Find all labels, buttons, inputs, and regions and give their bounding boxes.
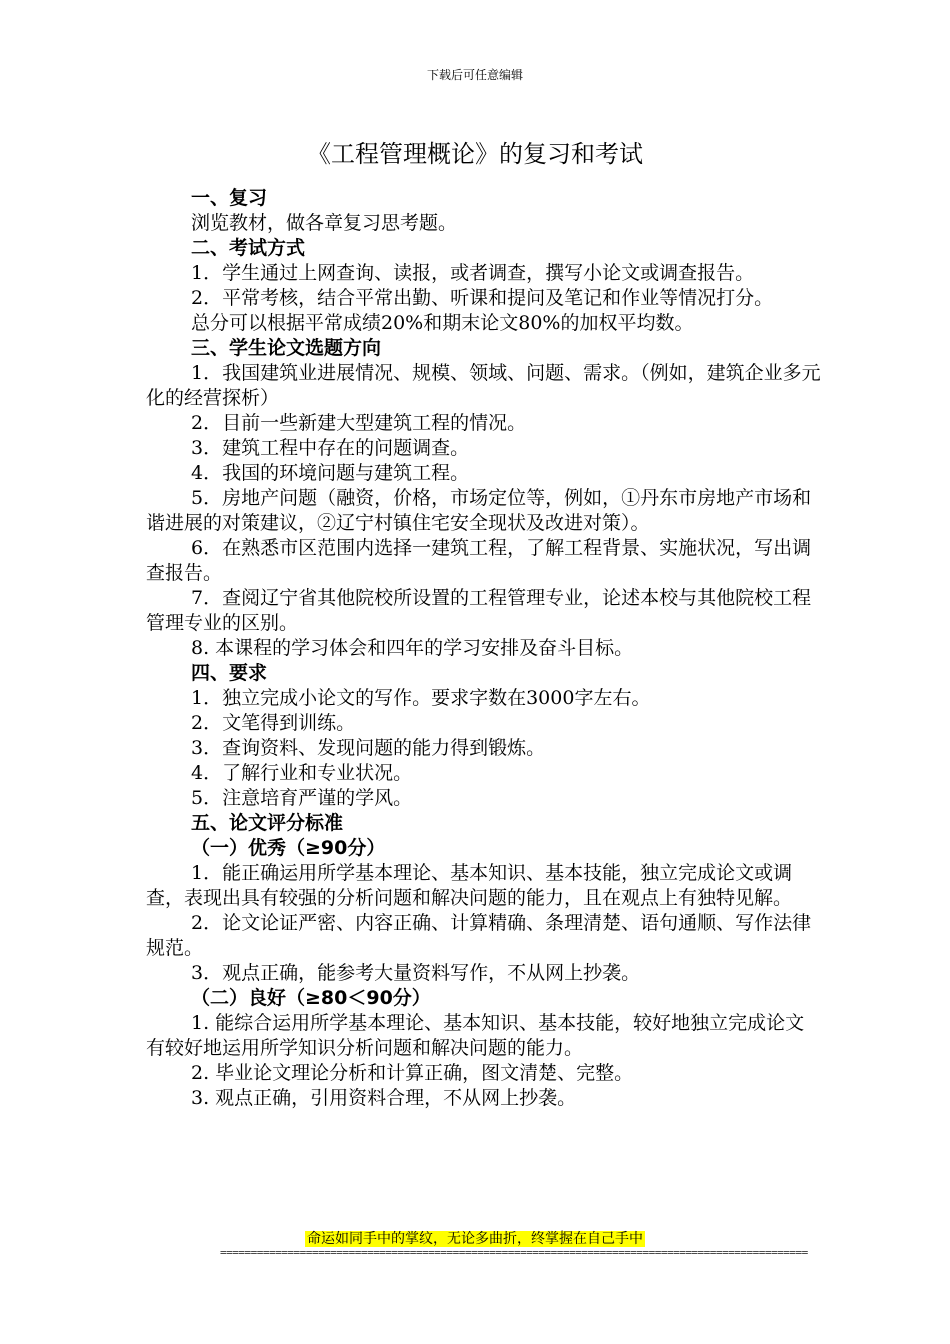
paragraph: 6．在熟悉市区范围内选择一建筑工程，了解工程背景、实施状况，写出调查报告。 <box>146 537 812 584</box>
footer-motto-text: 命运如同手中的掌纹，无论多曲折，终掌握在自己手中 <box>307 1231 643 1247</box>
paragraph: 1．能正确运用所学基本理论、基本知识、基本技能，独立完成论文或调查，表现出具有较强的分析问题和解决问题的能力，且在观点上有独特见解。 <box>146 862 793 909</box>
paragraph: 1．我国建筑业进展情况、规模、领域、问题、需求。（例如，建筑企业多元化的经营探析） <box>146 362 821 409</box>
paragraph: 1．独立完成小论文的写作。要求字数在3000字左右。 <box>191 687 651 709</box>
paragraph: 7．查阅辽宁省其他院校所设置的工程管理专业，论述本校与其他院校工程管理专业的区别。 <box>146 587 812 634</box>
footer-divider: ================================================================================================ <box>220 1246 808 1259</box>
paragraph: 浏览教材，做各章复习思考题。 <box>191 212 458 234</box>
footer-motto <box>0 1228 950 1248</box>
paragraph: 4．了解行业和专业状况。 <box>191 762 413 784</box>
subsection-heading: （二）良好（≥80＜90分） <box>191 987 431 1009</box>
section-heading: 一、复习 <box>191 187 268 209</box>
paragraph: 1．学生通过上网查询、读报，或者调查，撰写小论文或调查报告。 <box>191 262 755 284</box>
paragraph: 5．注意培育严谨的学风。 <box>191 787 413 809</box>
paragraph: 5．房地产问题（融资，价格，市场定位等，例如，①丹东市房地产市场和谐进展的对策建议，②辽宁村镇住宅安全现状及改进对策）。 <box>146 487 812 534</box>
subsection-heading: （一）优秀（≥90分） <box>191 837 386 859</box>
paragraph: 3．观点正确，能参考大量资料写作，不从网上抄袭。 <box>191 962 641 984</box>
header-note: 下载后可任意编辑 <box>426 68 523 82</box>
paragraph: 8. 本课程的学习体会和四年的学习安排及奋斗目标。 <box>191 637 634 659</box>
paragraph: 2．平常考核，结合平常出勤、听课和提问及笔记和作业等情况打分。 <box>191 287 774 309</box>
paragraph: 2. 毕业论文理论分析和计算正确，图文清楚、完整。 <box>191 1062 634 1084</box>
paragraph: 3．建筑工程中存在的问题调查。 <box>191 437 470 459</box>
paragraph: 2．论文论证严密、内容正确、计算精确、条理清楚、语句通顺、写作法律规范。 <box>146 912 812 959</box>
paragraph: 4．我国的环境问题与建筑工程。 <box>191 462 470 484</box>
section-heading: 三、学生论文选题方向 <box>191 337 382 359</box>
paragraph: 3. 观点正确，引用资料合理，不从网上抄袭。 <box>191 1087 577 1109</box>
document-title: 《工程管理概论》的复习和考试 <box>307 140 643 168</box>
paragraph: 1. 能综合运用所学基本理论、基本知识、基本技能，较好地独立完成论文有较好地运用所学知识分析问题和解决问题的能力。 <box>146 1012 805 1059</box>
paragraph: 2．文笔得到训练。 <box>191 712 356 734</box>
section-heading: 四、要求 <box>191 662 268 684</box>
section-heading: 二、考试方式 <box>191 237 306 259</box>
paragraph: 2．目前一些新建大型建筑工程的情况。 <box>191 412 527 434</box>
paragraph: 总分可以根据平常成绩20%和期末论文80%的加权平均数。 <box>191 312 694 334</box>
document-body <box>146 186 822 1111</box>
section-heading: 五、论文评分标准 <box>191 812 344 834</box>
paragraph: 3．查询资料、发现问题的能力得到锻炼。 <box>191 737 546 759</box>
